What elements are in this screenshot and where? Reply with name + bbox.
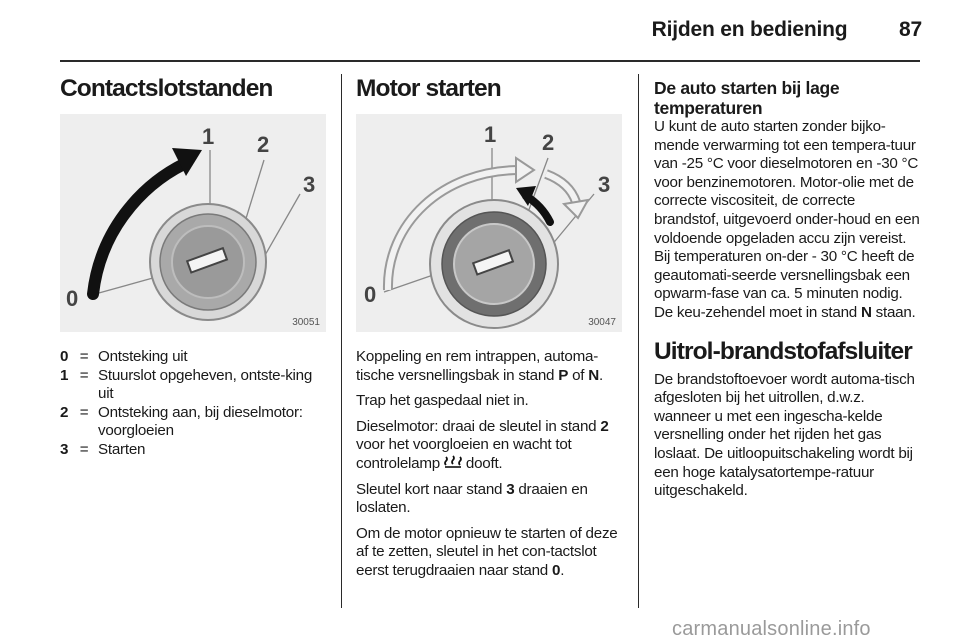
ignition-lock-illustration (60, 114, 326, 332)
legend-item (60, 404, 326, 441)
figure-code: 30047 (588, 317, 616, 328)
paragraph-cold-start (654, 118, 922, 323)
figure-ignition-positions (60, 114, 326, 332)
legend-key: 2 (60, 403, 69, 421)
text-run: U kunt de auto starten zonder bijko-mende verwarming tot een tempera-tuur van -25 °C voor dieselmotoren en -30 °C voor benzinemotoren. Motor-olie met de correcte viscositeit, de correcte brandstof, uitgevoerd onder-houd en een voldoende opgeladen accu zijn vereist. Bij temperaturen on-der - 30 °C heeft de geautomati-seerde versnellingsbak een opwarm-fase van ca. 5 minuten nodig. De keu-zehendel moet in stand (654, 118, 920, 321)
fig1-label-3: 3 (303, 172, 316, 197)
fig2-label-1: 1 (484, 122, 497, 147)
paragraph-diesel (356, 418, 622, 474)
figure-code: 30051 (292, 317, 320, 328)
fig2-label-0: 0 (364, 282, 377, 307)
fig2-label-2: 2 (542, 130, 555, 155)
section-title-fuel-cutoff: Uitrol-brandstofafsluiter (654, 337, 912, 365)
text-run: Koppeling en rem intrappen, automa-tische versnellingsbak in stand (356, 348, 598, 384)
legend-description: Stuurslot opgeheven, ontste-king uit (98, 366, 313, 403)
legend-key: 0 (60, 348, 69, 365)
legend-item (60, 441, 326, 460)
paragraph-restart (356, 525, 622, 581)
fig2-label-3: 3 (598, 172, 611, 197)
fig1-label-1: 1 (202, 124, 215, 149)
column-divider-1 (341, 74, 342, 608)
page-number: 87 (899, 18, 922, 41)
legend-equals: = (79, 440, 89, 458)
glow-plug-icon (444, 455, 462, 469)
outline-arrow-3-head (564, 200, 588, 218)
outline-arc-head (516, 158, 534, 182)
legend-list (60, 348, 326, 460)
column-cold-start (654, 74, 922, 501)
column-ignition-positions (60, 74, 326, 460)
position-3: 3 (506, 480, 515, 498)
text-run: Sleutel kort naar stand (356, 480, 507, 498)
paragraph-fuel-cutoff: De brandstoftoevoer wordt automa-tisch afgesloten bij het uitrollen, d.w.z. wanneer u met een ingescha-kelde versnelling onder het rijden het gas loslaat. De uitloopuitschakeling wordt bij een hoge katalysatortempe-ratuur uitgeschakeld. (654, 370, 915, 500)
text-run: voor het voorgloeien en wacht tot controlelamp (356, 436, 572, 472)
legend-key: 3 (60, 440, 69, 458)
text-run: dooft. (461, 454, 503, 472)
fig1-label-2: 2 (257, 132, 270, 157)
position-0: 0 (551, 561, 561, 579)
text-run: staan. (871, 303, 916, 321)
paragraph-key-start (356, 481, 622, 518)
subsection-title-cold-start: De auto starten bij lage temperaturen (654, 78, 840, 118)
text-run: Om de motor opnieuw te starten of deze af te zetten, sleutel in het con-tactslot eerst terugdraaien naar stand (356, 524, 618, 579)
figure-engine-start (356, 114, 622, 332)
paragraph-throttle: Trap het gaspedaal niet in. (356, 392, 529, 410)
legend-equals: = (79, 366, 89, 384)
gear-p: P (558, 366, 569, 384)
section-title-ignition: Contactslotstanden (60, 75, 273, 102)
gear-n: N (588, 366, 599, 384)
legend-item (60, 348, 326, 367)
column-engine-start (356, 74, 622, 581)
header-title: Rijden en bediening (651, 18, 848, 41)
text-run: . (560, 561, 565, 579)
fig1-label-0: 0 (66, 286, 79, 311)
column-divider-2 (638, 74, 639, 608)
start-lock-illustration (356, 114, 622, 332)
watermark-text: carmanualsonline.info (672, 618, 871, 640)
legend-equals: = (79, 403, 89, 421)
legend-equals: = (79, 348, 89, 365)
legend-key: 1 (60, 366, 69, 384)
page-header (652, 18, 922, 42)
legend-description: Ontsteking aan, bij dieselmotor: voorgloeien (98, 403, 303, 440)
gear-n: N (860, 303, 872, 321)
text-run: . (598, 366, 603, 384)
text-run: Dieselmotor: draai de sleutel in stand (356, 417, 601, 435)
text-run: of (568, 366, 589, 384)
legend-description: Starten (98, 440, 146, 458)
text-run: draaien en loslaten. (356, 480, 588, 517)
header-rule (60, 60, 920, 62)
paragraph-clutch (356, 348, 622, 385)
section-title-engine-start: Motor starten (356, 75, 501, 102)
position-2: 2 (600, 417, 609, 435)
legend-item (60, 367, 326, 404)
legend-description: Ontsteking uit (98, 348, 188, 365)
